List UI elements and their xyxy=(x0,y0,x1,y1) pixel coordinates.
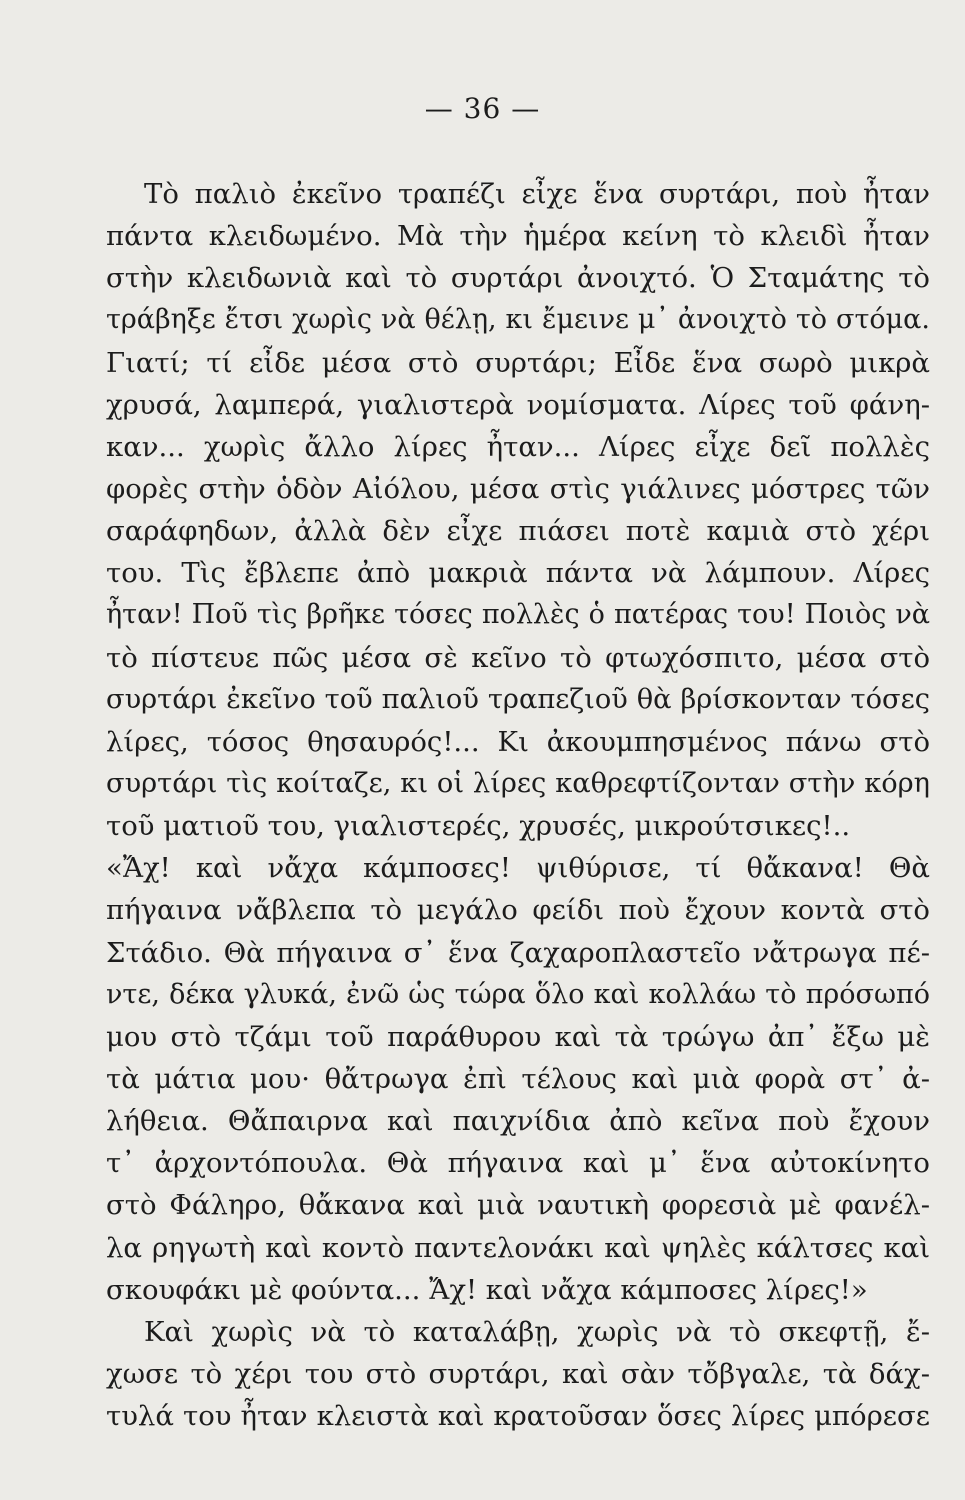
text-line: πάντα κλειδωμένο. Μὰ τὴν ἡμέρα κείνη τὸ κλειδὶ ἦταν xyxy=(106,220,930,253)
text-line: συρτάρι τὶς κοίταζε, κι οἱ λίρες καθρεφτίζονταν στὴν κόρη xyxy=(106,767,930,799)
text-line: τυλά του ἦταν κλειστὰ καὶ κρατοῦσαν ὅσες λίρες μπόρεσε xyxy=(106,1400,930,1433)
text-line: στὸ Φάληρο, θἄκανα καὶ μιὰ ναυτικὴ φορεσιὰ μὲ φανέλ- xyxy=(106,1189,930,1222)
text-line: λίρες, τόσος θησαυρός!... Κι ἀκουμπησμένος πάνω στὸ xyxy=(106,725,930,758)
page-number: — 36 — xyxy=(424,92,541,125)
text-line: μου στὸ τζάμι τοῦ παράθυρου καὶ τὰ τρώγω ἀπ᾿ ἔξω μὲ xyxy=(106,1020,930,1053)
text-line: χωσε τὸ χέρι του στὸ συρτάρι, καὶ σὰν τὄβγαλε, τὰ δάχ- xyxy=(106,1357,930,1390)
text-line: σαράφηδων, ἀλλὰ δὲν εἶχε πιάσει ποτὲ καμιὰ στὸ χέρι xyxy=(106,515,930,548)
text-line: ἦταν! Ποῦ τὶς βρῆκε τόσες πολλὲς ὁ πατέρας του! Ποιὸς νὰ xyxy=(106,599,930,631)
body-text xyxy=(106,173,930,1437)
text-line: Καὶ χωρὶς νὰ τὸ καταλάβῃ, χωρὶς νὰ τὸ σκεφτῇ, ἔ- xyxy=(144,1315,930,1348)
text-line: «Ἄχ! καὶ νἄχα κάμποσες! ψιθύρισε, τί θἄκανα! Θὰ xyxy=(106,852,930,885)
text-line: στὴν κλειδωνιὰ καὶ τὸ συρτάρι ἀνοιχτό. Ὁ Σταμάτης τὸ xyxy=(106,262,930,295)
text-line: χρυσά, λαμπερά, γιαλιστερὰ νομίσματα. Λίρες τοῦ φάνη- xyxy=(106,388,930,421)
text-line: καν... χωρὶς ἄλλο λίρες ἦταν... Λίρες εἶχε δεῖ πολλὲς xyxy=(106,430,930,463)
text-line: λα ρηγωτὴ καὶ κοντὸ παντελονάκι καὶ ψηλὲς κάλτσες καὶ xyxy=(106,1231,930,1264)
text-line: σκουφάκι μὲ φούντα... Ἄχ! καὶ νἄχα κάμποσες λίρες!» xyxy=(106,1273,868,1306)
text-line: τὸ πίστευε πῶς μέσα σὲ κεῖνο τὸ φτωχόσπιτο, μέσα στὸ xyxy=(106,641,930,674)
text-line: φορὲς στὴν ὁδὸν Αἰόλου, μέσα στὶς γιάλινες μόστρες τῶν xyxy=(106,472,930,505)
text-line: τράβηξε ἔτσι χωρὶς νὰ θέλῃ, κι ἔμεινε μ᾿ ἀνοιχτὸ τὸ στόμα. xyxy=(106,304,930,336)
text-line: του. Τὶς ἔβλεπε ἀπὸ μακριὰ πάντα νὰ λάμπουν. Λίρες xyxy=(106,557,930,590)
text-line: ντε, δέκα γλυκά, ἐνῶ ὡς τώρα ὅλο καὶ κολλάω τὸ πρόσωπό xyxy=(106,978,930,1010)
text-line: λήθεια. Θἄπαιρνα καὶ παιχνίδια ἀπὸ κεῖνα ποὺ ἔχουν xyxy=(106,1105,930,1138)
text-line: τ᾿ ἀρχοντόπουλα. Θὰ πήγαινα καὶ μ᾿ ἕνα αὐτοκίνητο xyxy=(106,1147,930,1180)
text-line: Στάδιο. Θὰ πήγαινα σ᾿ ἕνα ζαχαροπλαστεῖο νἄτρωγα πέ- xyxy=(106,936,930,969)
text-line: τοῦ ματιοῦ του, γιαλιστερές, χρυσές, μικρούτσικες!.. xyxy=(106,810,851,843)
text-line: Τὸ παλιὸ ἐκεῖνο τραπέζι εἶχε ἕνα συρτάρι, ποὺ ἦταν xyxy=(144,178,930,210)
text-line: τὰ μάτια μου· θἄτρωγα ἐπὶ τέλους καὶ μιὰ φορὰ στ᾿ ἀ- xyxy=(106,1062,930,1095)
text-line: συρτάρι ἐκεῖνο τοῦ παλιοῦ τραπεζιοῦ θὰ βρίσκονταν τόσες xyxy=(106,683,930,715)
text-line: πήγαινα νἄβλεπα τὸ μεγάλο φείδι ποὺ ἔχουν κοντὰ στὸ xyxy=(106,894,930,927)
text-line: Γιατί; τί εἶδε μέσα στὸ συρτάρι; Εἶδε ἕνα σωρὸ μικρὰ xyxy=(106,346,930,379)
